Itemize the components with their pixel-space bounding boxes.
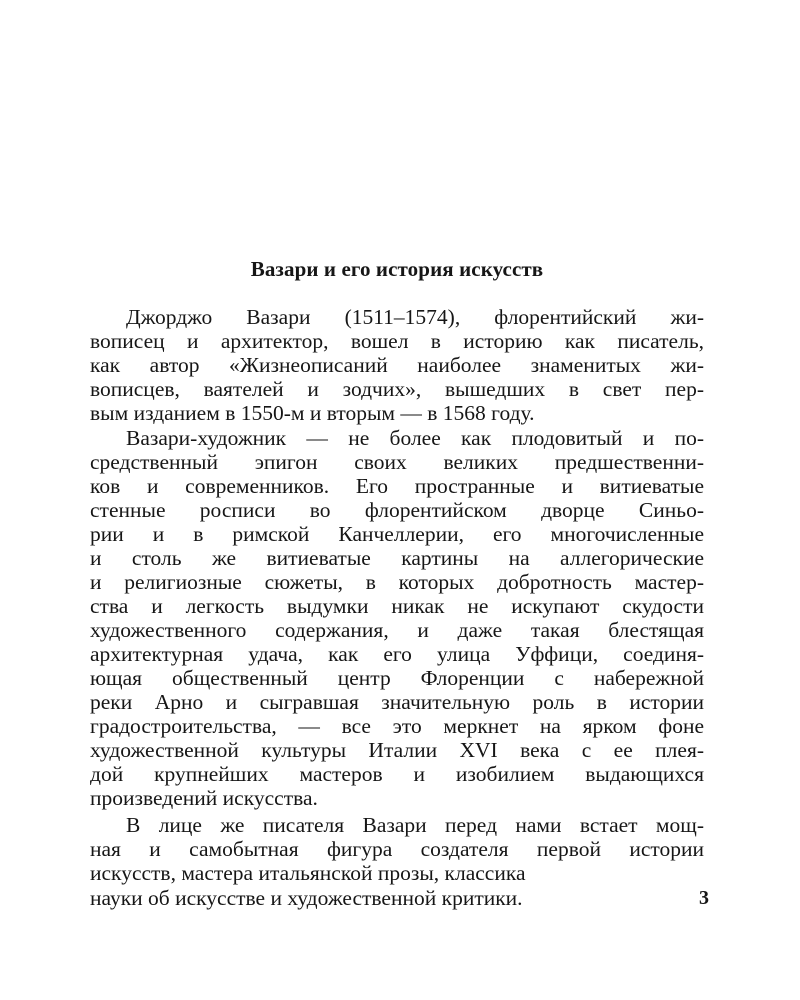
- text-line: и религиозные сюжеты, в которых добротность мастер-: [90, 570, 704, 594]
- text-line: науки об искусстве и художественной критики.: [90, 886, 523, 910]
- text-line: произведений искусства.: [90, 786, 318, 810]
- text-line: Вазари-художник — не более как плодовитый и по-: [126, 426, 704, 450]
- text-line: средственный эпигон своих великих предшественни-: [90, 450, 704, 474]
- text-line: ющая общественный центр Флоренции с набережной: [90, 666, 704, 690]
- text-line: художественной культуры Италии XVI века с ее плея-: [90, 738, 704, 762]
- text-line: градостроительства, — все это меркнет на ярком фоне: [90, 714, 704, 738]
- chapter-title: Вазари и его история искусств: [250, 257, 544, 281]
- text-line: вописцев, ваятелей и зодчих», вышедших в свет пер-: [90, 377, 704, 401]
- text-line: и столь же витиеватые картины на аллегорические: [90, 546, 704, 570]
- text-line: ков и современников. Его пространные и витиеватые: [90, 474, 704, 498]
- text-line: В лице же писателя Вазари перед нами встает мощ-: [126, 813, 704, 837]
- text-line: вым изданием в 1550-м и вторым — в 1568 году.: [90, 401, 535, 425]
- text-line: архитектурная удача, как его улица Уффици, соединя-: [90, 642, 704, 666]
- text-line: Джорджо Вазари (1511–1574), флорентийский жи-: [126, 305, 704, 329]
- text-line: дой крупнейших мастеров и изобилием выдающихся: [90, 762, 704, 786]
- text-line: как автор «Жизнеописаний наиболее знаменитых жи-: [90, 353, 704, 377]
- text-line: вописец и архитектор, вошел в историю как писатель,: [90, 329, 704, 353]
- text-line: рии и в римской Канчеллерии, его многочисленные: [90, 522, 704, 546]
- text-line: художественного содержания, и даже такая блестящая: [90, 618, 704, 642]
- text-line: искусств, мастера итальянской прозы, классика: [90, 861, 526, 885]
- text-line: ства и легкость выдумки никак не искупают скудости: [90, 594, 704, 618]
- text-line: стенные росписи во флорентийском дворце Синьо-: [90, 498, 704, 522]
- text-line: ная и самобытная фигура создателя первой истории: [90, 837, 704, 861]
- page-number: 3: [699, 887, 709, 909]
- text-line: реки Арно и сыгравшая значительную роль в истории: [90, 690, 704, 714]
